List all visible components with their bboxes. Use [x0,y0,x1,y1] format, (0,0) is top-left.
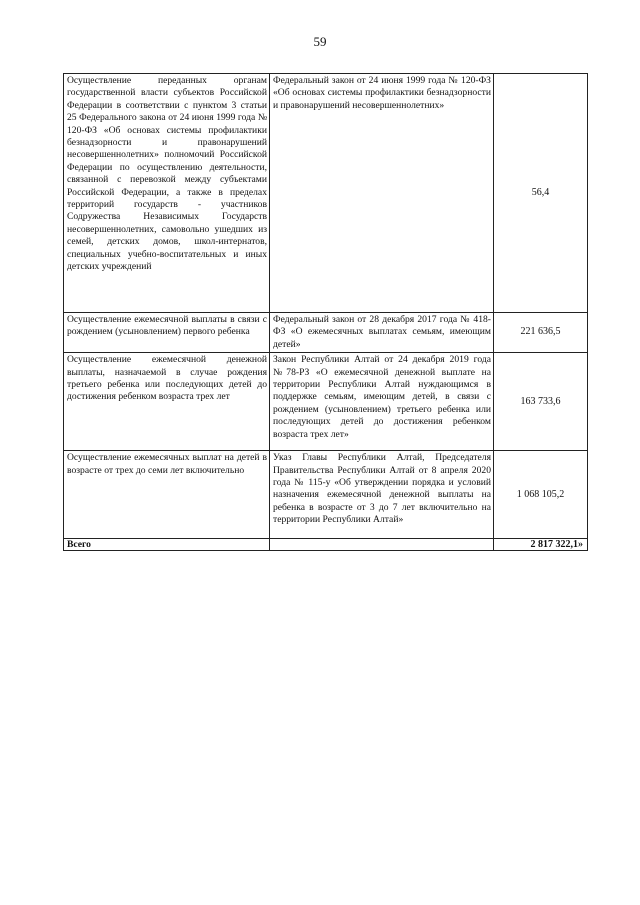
total-empty-cell [270,539,494,551]
row-legal-basis: Федеральный закон от 28 декабря 2017 года № 418-ФЗ «О ежемесячных выплатах семьям, имеющим детей» [270,313,494,353]
row-description: Осуществление ежемесячной денежной выплаты, назначаемой в случае рождения третьего ребенка или последующих детей до достижения ребенком возраста трех лет [64,353,270,451]
row-amount: 163 733,6 [494,353,588,451]
row-description: Осуществление ежемесячной выплаты в связи с рождением (усыновлением) первого ребенка [64,313,270,353]
total-row [64,539,588,551]
row-amount: 56,4 [494,74,588,313]
table-row [64,313,588,353]
expenditure-table [63,73,588,551]
page-number: 59 [313,34,327,49]
table-row [64,74,588,313]
table-row [64,353,588,451]
row-legal-basis: Закон Республики Алтай от 24 декабря 2019 года №78-РЗ «О ежемесячной денежной выплате на территории Республики Алтай нуждающимся в поддержке семьям, имеющим детей, в связи с рождением (усыновлением) третьего ребенка или последующих детей до достижения ребенком возраста трех лет» [270,353,494,451]
row-legal-basis: Федеральный закон от 24 июня 1999 года № 120-ФЗ «Об основах системы профилактики безнадзорности и правонарушений несовершеннолетних» [270,74,494,313]
total-amount: 2 817 322,1» [494,539,588,551]
row-description: Осуществление переданных органам государственной власти субъектов Российской Федерации в соответствии с пунктом 3 статьи 25 Федерального закона от 24 июня 1999 года № 120-ФЗ «Об основах системы профилактики безнадзорности и правонарушений несовершеннолетних» полномочий Российской Федерации по осуществлению деятельности, связанной с перевозкой между субъектами Российской Федерации, а также в пределах территорий государств - участников Содружества Независимых Государств несовершеннолетних, самовольно ушедших из семей, детских домов, школ-интернатов, специальных учебно-воспитательных и иных детских учреждений [64,74,270,313]
table-row [64,451,588,539]
row-legal-basis: Указ Главы Республики Алтай, Председателя Правительства Республики Алтай от 8 апреля 2020 года № 115-у «Об утверждении порядка и условий назначения ежемесячной денежной выплаты на ребенка в возрасте от 3 до 7 лет включительно на территории Республики Алтай» [270,451,494,539]
row-description: Осуществление ежемесячных выплат на детей в возрасте от трех до семи лет включительно [64,451,270,539]
total-label: Всего [64,539,270,551]
row-amount: 1 068 105,2 [494,451,588,539]
row-amount: 221 636,5 [494,313,588,353]
